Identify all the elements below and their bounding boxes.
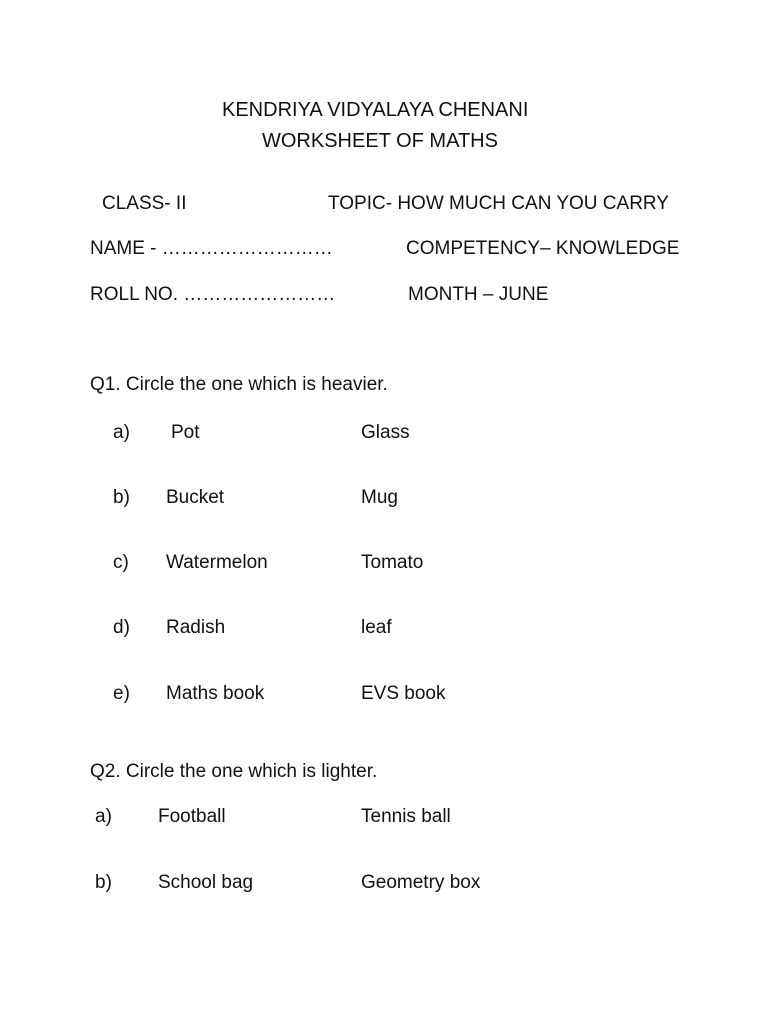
q1-option-left: Radish — [166, 617, 226, 638]
school-name: KENDRIYA VIDYALAYA CHENANI — [222, 99, 529, 121]
question-1: Q1. Circle the one which is heavier. — [90, 374, 388, 395]
q2-option-left: School bag — [158, 872, 254, 893]
month-label: MONTH – JUNE — [408, 284, 549, 305]
q1-option-right: Tomato — [361, 552, 424, 573]
question-2: Q2. Circle the one which is lighter. — [90, 761, 378, 782]
q1-item-label: c) — [113, 552, 129, 573]
q1-item-label: e) — [113, 683, 130, 704]
q1-item-label: a) — [113, 422, 130, 443]
q1-option-left: Watermelon — [166, 552, 268, 573]
competency-label: COMPETENCY– KNOWLEDGE — [406, 238, 680, 259]
topic-label: TOPIC- HOW MUCH CAN YOU CARRY — [328, 193, 669, 214]
q2-item-label: a) — [95, 806, 112, 827]
worksheet-title: WORKSHEET OF MATHS — [262, 130, 498, 152]
q1-option-left: Bucket — [166, 487, 225, 508]
q1-option-right: Glass — [361, 422, 410, 443]
q1-option-left: Maths book — [166, 683, 265, 704]
q2-option-right: Geometry box — [361, 872, 481, 893]
q2-option-right: Tennis ball — [361, 806, 451, 827]
q2-item-label: b) — [95, 872, 112, 893]
q2-option-left: Football — [158, 806, 226, 827]
q1-option-left: Pot — [171, 422, 200, 443]
q1-option-right: EVS book — [361, 683, 446, 704]
q1-item-label: b) — [113, 487, 130, 508]
q1-option-right: leaf — [361, 617, 392, 638]
q1-item-label: d) — [113, 617, 130, 638]
name-field-label: NAME - ……………………… — [90, 238, 333, 259]
class-label: CLASS- II — [102, 193, 187, 214]
q1-option-right: Mug — [361, 487, 398, 508]
roll-number-label: ROLL NO. …………………… — [90, 284, 336, 305]
